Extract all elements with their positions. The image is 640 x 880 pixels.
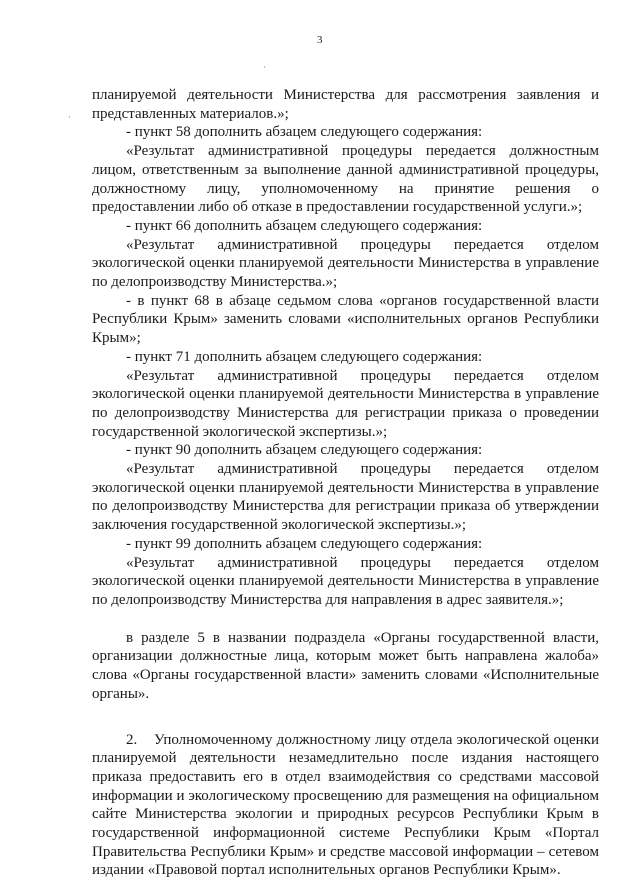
paragraph-spacer (92, 610, 599, 629)
list-item: - пункт 99 дополнить абзацем следующего содержания: (92, 535, 599, 554)
list-item: - пункт 90 дополнить абзацем следующего содержания: (92, 441, 599, 460)
scan-mark: · (68, 112, 71, 122)
quoted-amendment: «Результат административной процедуры передается отделом экологической оценки планируемой деятельности Министерства в управление по делопроизводству Министерства для направления в адрес заявителя.»; (92, 554, 599, 610)
list-item: - пункт 66 дополнить абзацем следующего содержания: (92, 217, 599, 236)
quoted-amendment: «Результат административной процедуры передается отделом экологической оценки планируемой деятельности Министерства в управление по делопроизводству Министерства для регистрации приказа о проведении государственной экологической экспертизы.»; (92, 367, 599, 442)
list-item: - пункт 58 дополнить абзацем следующего содержания: (92, 123, 599, 142)
scan-mark: · (263, 62, 266, 72)
list-item: - в пункт 68 в абзаце седьмом слова «органов государственной власти Республики Крым» заменить словами «исполнительных органов Республики Крым»; (92, 292, 599, 348)
list-item: - пункт 71 дополнить абзацем следующего содержания: (92, 348, 599, 367)
paragraph-spacer (92, 704, 599, 731)
section-5-amendment: в разделе 5 в названии подраздела «Органы государственной власти, организации должностные лица, которым может быть направлена жалоба» слова «Органы государственной власти» заменить словами «Исполнительные органы». (92, 629, 599, 704)
paragraph-continuation: планируемой деятельности Министерства для рассмотрения заявления и представленных материалов.»; (92, 86, 599, 123)
quoted-amendment: «Результат административной процедуры передается отделом экологической оценки планируемой деятельности Министерства в управление по делопроизводству Министерства.»; (92, 236, 599, 292)
numbered-paragraph-2: 2. Уполномоченному должностному лицу отдела экологической оценки планируемой деятельности незамедлительно после издания настоящего приказа предоставить его в отдел взаимодействия со средствами массовой информации и экологическому просвещению для размещения на официальном сайте Министерства экологии и природных ресурсов Республики Крым в государственной информационной системе Республики Крым «Портал Правительства Республики Крым» и средстве массовой информации – сетевом издании «Правовой портал исполнительных органов Республики Крым». (92, 731, 599, 880)
page-number: 3 (0, 34, 640, 46)
document-body (92, 86, 599, 880)
quoted-amendment: «Результат административной процедуры передается должностным лицом, ответственным за выполнение данной административной процедуры, должностному лицу, уполномоченному на принятие решения о предоставлении либо об отказе в предоставлении государственной услуги.»; (92, 142, 599, 217)
quoted-amendment: «Результат административной процедуры передается отделом экологической оценки планируемой деятельности Министерства в управление по делопроизводству Министерства для регистрации приказа об утверждении заключения государственной экологической экспертизы.»; (92, 460, 599, 535)
